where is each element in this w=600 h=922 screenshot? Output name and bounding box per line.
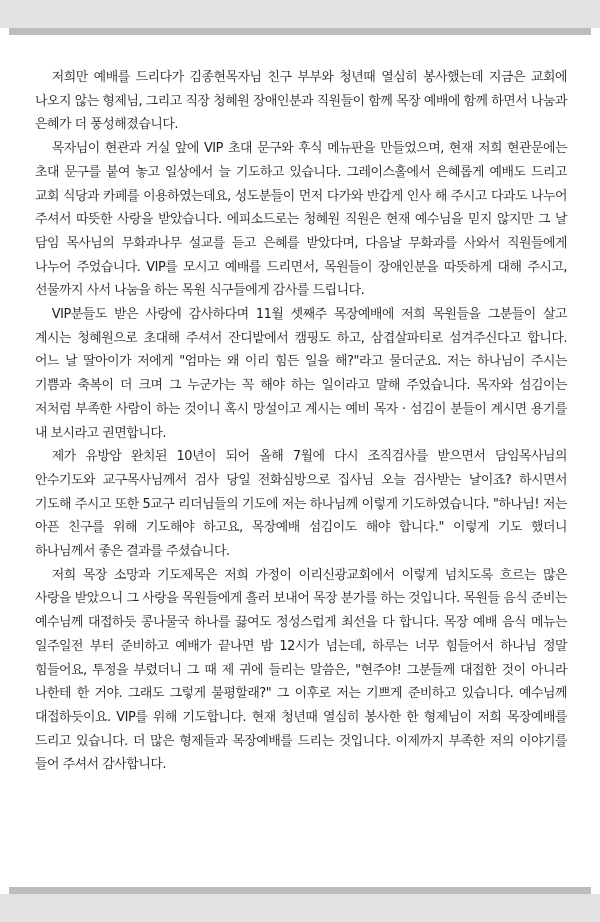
paragraph-4: 제가 유방암 완치된 10년이 되어 올해 7월에 다시 조직검사를 받으면서 담임목사님의 안수기도와 교구목사님께서 검사 당일 전화심방으로 집사님 오늘 검사받는 날이죠? 하시면서 기도해 주시고 또한 5교구 리더님들의 기도에 저는 하나님께 이렇게 기도하였습니다. "하나님! 저는 아픈 친구를 위해 기도해야 하고요, 목장예배 섬김이도 해야 합니다." 이렇게 기도 했더니 하나님께서 좋은 결과를 주셨습니다. (35, 449, 567, 560)
article-frame (9, 28, 591, 894)
paragraph-2: 목자님이 현관과 거실 앞에 VIP 초대 문구와 후식 메뉴판을 만들었으며, 현재 저희 현관문에는 초대 문구를 붙여 놓고 일상에서 늘 기도하고 있습니다. 그레이스홀에서 은혜롭게 예배도 드리고 교회 식당과 카페를 이용하였는데요, 성도분들이 먼저 다가와 반갑게 인사 해 주시고 다과도 나누어 주셔서 따뜻한 사랑을 받았습니다. 에피소드로는 청혜원 직원은 현재 예수님을 믿지 않지만 그 날 담임 목사님의 무화과나무 설교를 듣고 은혜를 받았다며, 다음날 무화과를 사와서 직원들에게 나누어 주었습니다. VIP를 모시고 예배를 드리면서, 목원들이 장애인분을 따뜻하게 대해 주시고, 선물까지 사서 나눔을 하는 목원 식구들에게 감사를 드립니다. (35, 141, 567, 299)
paragraph-1: 저희만 예배를 드리다가 김종현목자님 친구 부부와 청년때 열심히 봉사했는데 지금은 교회에 나오지 않는 형제님, 그리고 직장 청혜원 장애인분과 직원들이 함께 목장 예배에 함께 하면서 나눔과 은혜가 더 풍성해졌습니다. (35, 70, 567, 133)
paragraph-5: 저희 목장 소망과 기도제목은 저희 가정이 이리신광교회에서 이렇게 넘치도록 흐르는 많은 사랑을 받았으니 그 사랑을 목원들에게 흘러 보내어 목장 분가를 하는 것입니다. 목원들 음식 준비는 예수님께 대접하듯 콩나물국 하나를 끓여도 정성스럽게 최선을 다 합니다. 목장 예배 음식 메뉴는 일주일전 부터 준비하고 예배가 끝나면 밤 12시가 넘는데, 하루는 너무 힘들어서 하나님 정말 힘들어요, 투정을 부렸더니 그 때 제 귀에 들리는 말씀은, "현주야! 그분들께 대접한 것이 아니라 나한테 한 거야. 그래도 그렇게 불평할래?" 그 이후로 저는 기쁘게 준비하고 있습니다. 예수님께 대접하듯이요. VIP를 위해 기도합니다. 현재 청년때 열심히 봉사한 한 형제님이 저희 목장예배를 드리고 있습니다. 더 많은 형제들과 목장예배를 드리는 것입니다. 이제까지 부족한 저의 이야기를 들어 주셔서 감사합니다. (35, 567, 567, 773)
paragraph-3: VIP분들도 받은 사랑에 감사하다며 11월 셋째주 목장예배에 저희 목원들을 그분들이 살고 계시는 청혜원으로 초대해 주셔서 잔디밭에서 캠핑도 하고, 삼겹살파티로 섬겨주신다고 합니다. 어느 날 딸아이가 저에게 "엄마는 왜 이리 힘든 일을 해?"라고 물더군요. 저는 하나님이 주시는 기쁨과 축복이 더 크며 그 누군가는 꼭 해야 하는 일이라고 말해 주었습니다. 목자와 섬김이는 저처럼 부족한 사람이 하는 것이니 혹시 망설이고 계시는 예비 목자 · 섬김이 분들이 계시면 용기를 내 보시라고 권면합니다. (35, 307, 567, 441)
top-margin-band (0, 0, 600, 28)
article-body (35, 66, 567, 777)
bottom-margin-band (0, 894, 600, 922)
